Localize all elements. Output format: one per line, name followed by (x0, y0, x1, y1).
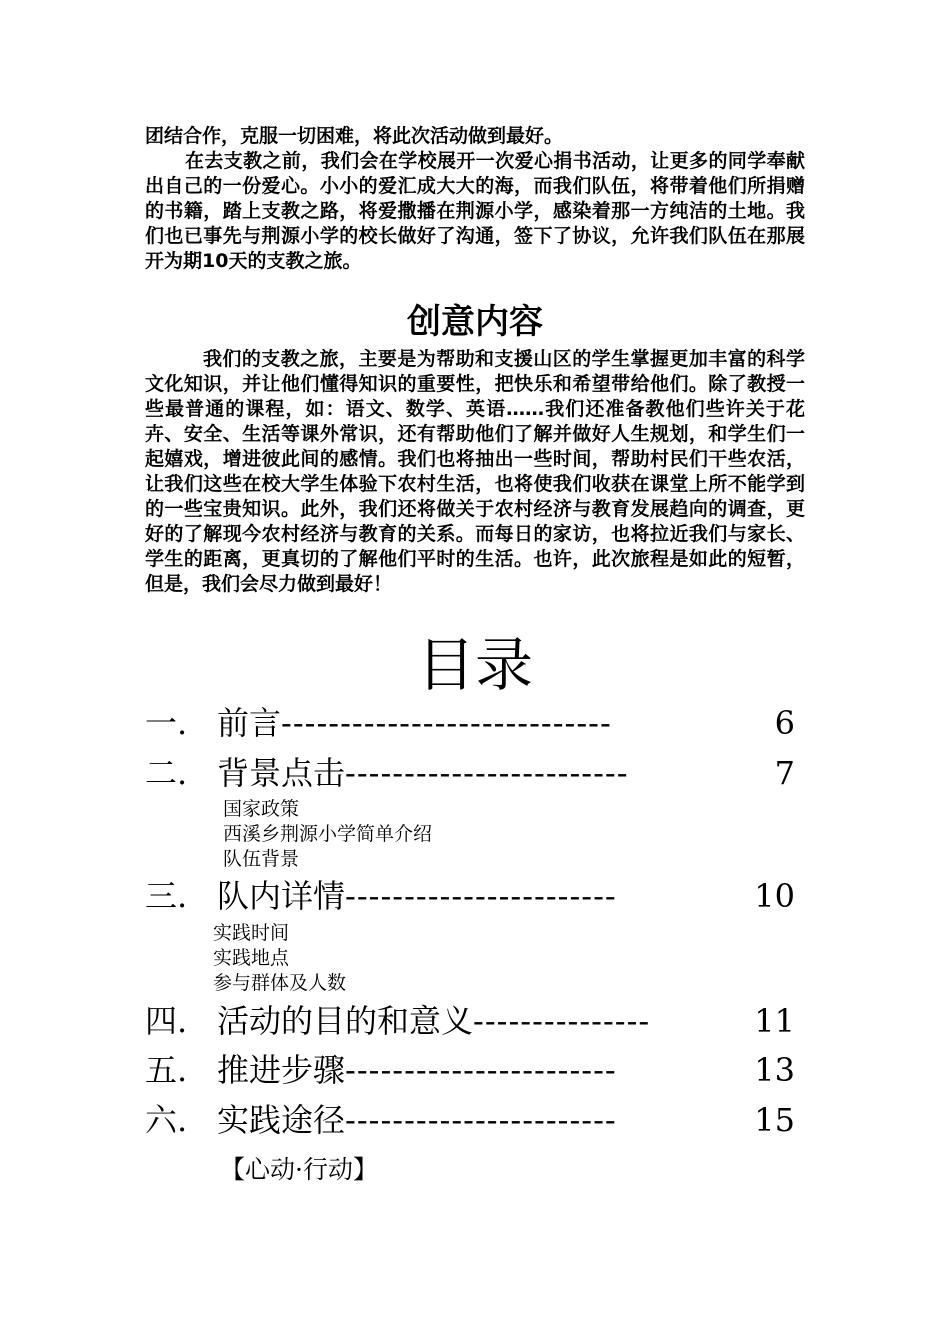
footer-tag: 【心动·行动】 (220, 1155, 378, 1184)
toc-entry-number: 五. (145, 1051, 188, 1089)
toc-entry-number: 三. (145, 877, 188, 915)
toc-page-number: 13 (754, 1051, 795, 1089)
paragraph-book-donation: 在去支教之前，我们会在学校展开一次爱心捐书活动，让更多的同学奉献出自己的一份爱心。小小的爱汇成大大的海，而我们队伍，将带着他们所捐赠的书籍，踏上支教之路，将爱撒播在荆源小学，感染着那一方纯洁的土地。我们也已事先与荆源小学的校长做好了沟通，签下了协议，允许我们队伍在那展开为期10天的支教之旅。 (145, 150, 805, 272)
toc-subitem: 实践地点 (213, 947, 290, 969)
toc-entry-title: 活动的目的和意义 (217, 1002, 474, 1040)
toc-entry-number: 一. (145, 704, 188, 742)
toc-leader: ----------------------- (345, 1051, 617, 1089)
toc-leader: ----------------------- (345, 1101, 617, 1139)
toc-entry-title: 实践途径 (217, 1101, 346, 1139)
toc-entry-title: 队内详情 (217, 877, 346, 915)
toc-subitems-team (213, 921, 346, 996)
toc-subitems-background (223, 797, 432, 872)
toc-page-number: 10 (754, 877, 795, 915)
toc-page-number: 15 (754, 1101, 795, 1139)
toc-leader: ----------------------- (345, 877, 617, 915)
toc-entry-title: 推进步骤 (217, 1051, 346, 1089)
toc-entry-approaches (145, 1100, 795, 1140)
toc-subitem: 实践时间 (213, 922, 290, 944)
toc-entry-title: 前言 (217, 704, 282, 742)
toc-entry-preface (145, 703, 795, 743)
toc-entry-number: 四. (145, 1002, 188, 1040)
toc-subitem: 参与群体及人数 (213, 972, 347, 994)
toc-leader: ------------------------ (345, 754, 629, 792)
toc-entry-purpose (145, 1001, 795, 1041)
toc-entry-number: 六. (145, 1101, 188, 1139)
toc-subitem: 国家政策 (223, 798, 300, 820)
toc-page-number: 7 (774, 754, 795, 792)
toc-subitem: 西溪乡荆源小学简单介绍 (223, 823, 433, 845)
paragraph-creative-content: 我们的支教之旅，主要是为帮助和支援山区的学生掌握更加丰富的科学文化知识，并让他们懂得知识的重要性，把快乐和希望带给他们。除了教授一些最普通的课程，如：语文、数学、英语……我们还准备教他们些许关于花卉、安全、生活等课外常识，还有帮助他们了解并做好人生规划，和学生们一起嬉戏，增进彼此间的感情。我们也将抽出一些时间，帮助村民们干些农活，让我们这些在校大学生体验下农村生活，也将使我们收获在课堂上所不能学到的一些宝贵知识。此外，我们还将做关于农村经济与教育发展趋向的调查，更好的了解现今农村经济与教育的关系。而每日的家访，也将拉近我们与家长、学生的距离，更真切的了解他们平时的生活。也许，此次旅程是如此的短暂，但是，我们会尽力做到最好！ (145, 348, 805, 595)
toc-subitem: 队伍背景 (223, 848, 300, 870)
toc-entry-number: 二. (145, 754, 188, 792)
toc-entry-background (145, 753, 795, 793)
section-title-creative-content: 创意内容 (407, 302, 543, 342)
toc-entry-title: 背景点击 (217, 754, 346, 792)
toc-leader: --------------- (473, 1002, 651, 1040)
toc-leader: ---------------------------- (281, 704, 612, 742)
toc-entry-team-details (145, 876, 795, 916)
paragraph-intro-end: 团结合作，克服一切困难，将此次活动做到最好。 (145, 125, 564, 147)
toc-entry-steps (145, 1050, 795, 1090)
toc-page-number: 11 (754, 1002, 795, 1040)
toc-page-number: 6 (774, 704, 795, 742)
toc-title: 目录 (416, 631, 533, 699)
